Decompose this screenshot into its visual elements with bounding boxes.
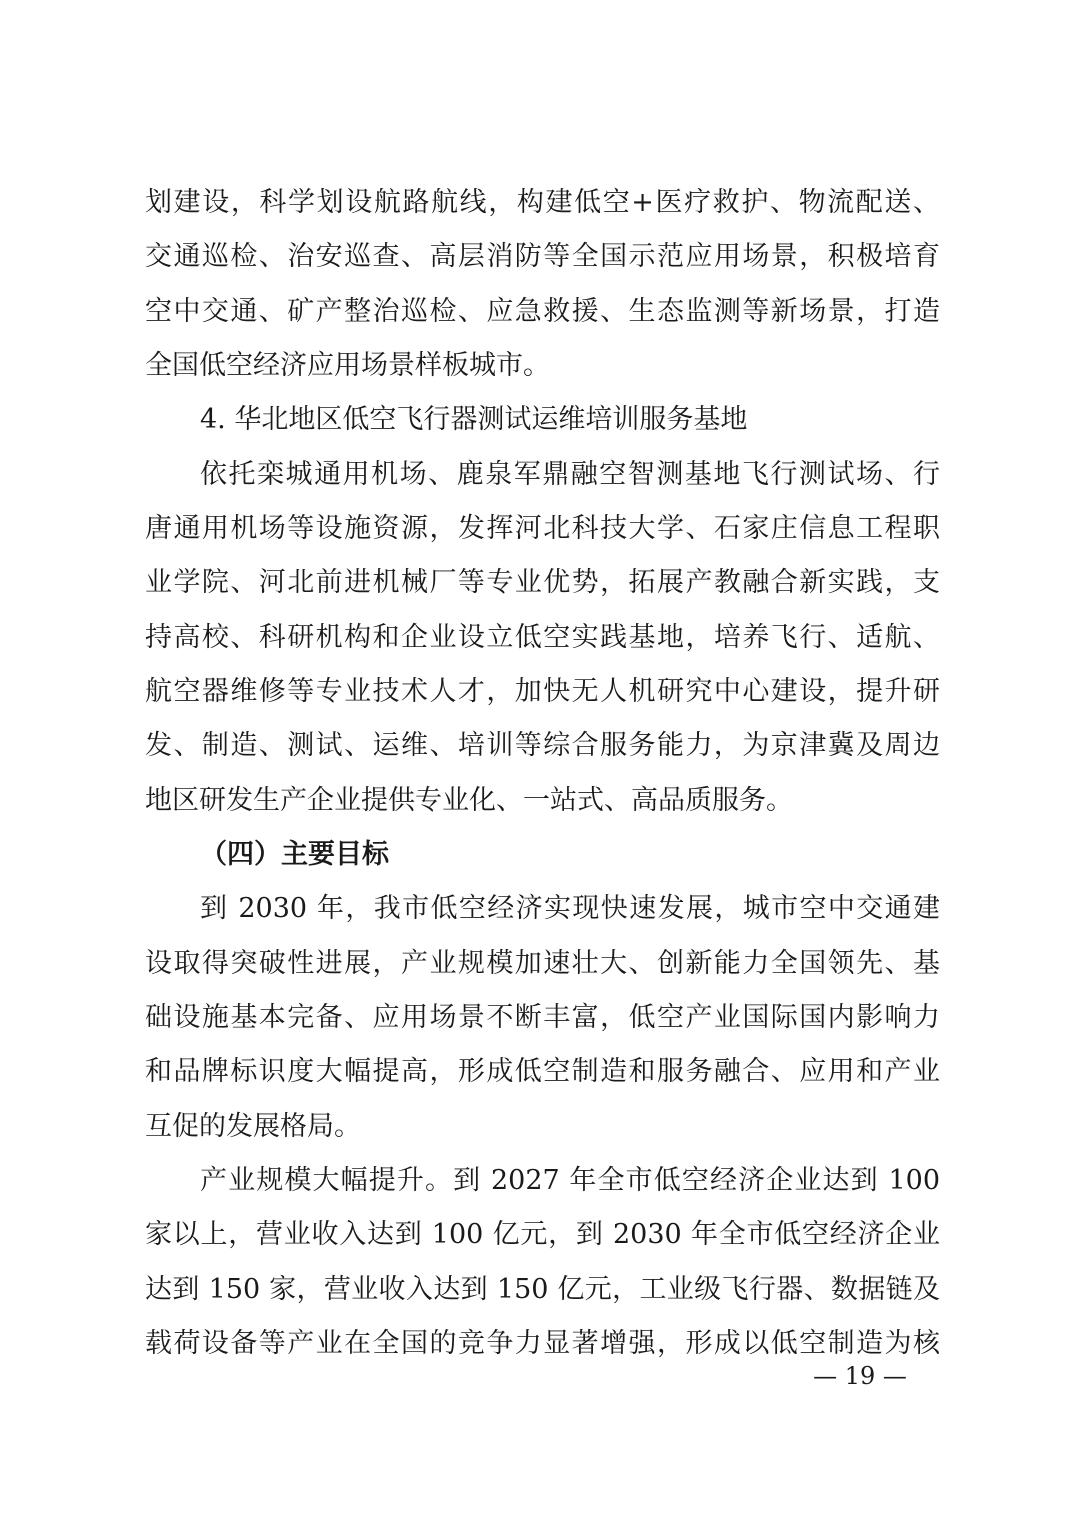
paragraph-line: 划建设，科学划设航路航线，构建低空+医疗救护、物流配送、 (145, 187, 940, 218)
paragraph-line: 航空器维修等专业技术人才，加快无人机研究中心建设，提升研 (145, 676, 940, 707)
page-number: — 19 — (813, 1362, 907, 1390)
section-subtitle: 4. 华北地区低空飞行器测试运维培训服务基地 (200, 404, 748, 435)
paragraph-line: 全国低空经济应用场景样板城市。 (145, 350, 550, 381)
paragraph-line: 依托栾城通用机场、鹿泉军鼎融空智测基地飞行测试场、行 (200, 459, 940, 490)
paragraph-line: 达到 150 家，营业收入达到 150 亿元，工业级飞行器、数据链及 (145, 1274, 940, 1305)
paragraph-line: 础设施基本完备、应用场景不断丰富，低空产业国际国内影响力 (145, 1002, 940, 1033)
paragraph-line: 设取得突破性进展，产业规模加速壮大、创新能力全国领先、基 (145, 948, 940, 979)
paragraph-line: 空中交通、矿产整治巡检、应急救援、生态监测等新场景，打造 (145, 296, 940, 327)
paragraph-line: 交通巡检、治安巡查、高层消防等全国示范应用场景，积极培育 (145, 241, 940, 272)
paragraph-line: 载荷设备等产业在全国的竞争力显著增强，形成以低空制造为核 (145, 1328, 940, 1359)
paragraph-line: 业学院、河北前进机械厂等专业优势，拓展产教融合新实践，支 (145, 567, 940, 598)
paragraph-line: 和品牌标识度大幅提高，形成低空制造和服务融合、应用和产业 (145, 1056, 940, 1087)
paragraph-line: 到 2030 年，我市低空经济实现快速发展，城市空中交通建 (200, 893, 940, 924)
paragraph-line: 发、制造、测试、运维、培训等综合服务能力，为京津冀及周边 (145, 730, 940, 761)
paragraph-line: 唐通用机场等设施资源，发挥河北科技大学、石家庄信息工程职 (145, 513, 940, 544)
paragraph-line: 家以上，营业收入达到 100 亿元，到 2030 年全市低空经济企业 (145, 1219, 940, 1250)
paragraph-line: 地区研发生产企业提供专业化、一站式、高品质服务。 (145, 785, 793, 816)
paragraph-line: 产业规模大幅提升。到 2027 年全市低空经济企业达到 100 (200, 1165, 940, 1196)
paragraph-line: 持高校、科研机构和企业设立低空实践基地，培养飞行、适航、 (145, 622, 940, 653)
section-heading: （四）主要目标 (200, 839, 389, 870)
paragraph-line: 互促的发展格局。 (145, 1111, 361, 1142)
